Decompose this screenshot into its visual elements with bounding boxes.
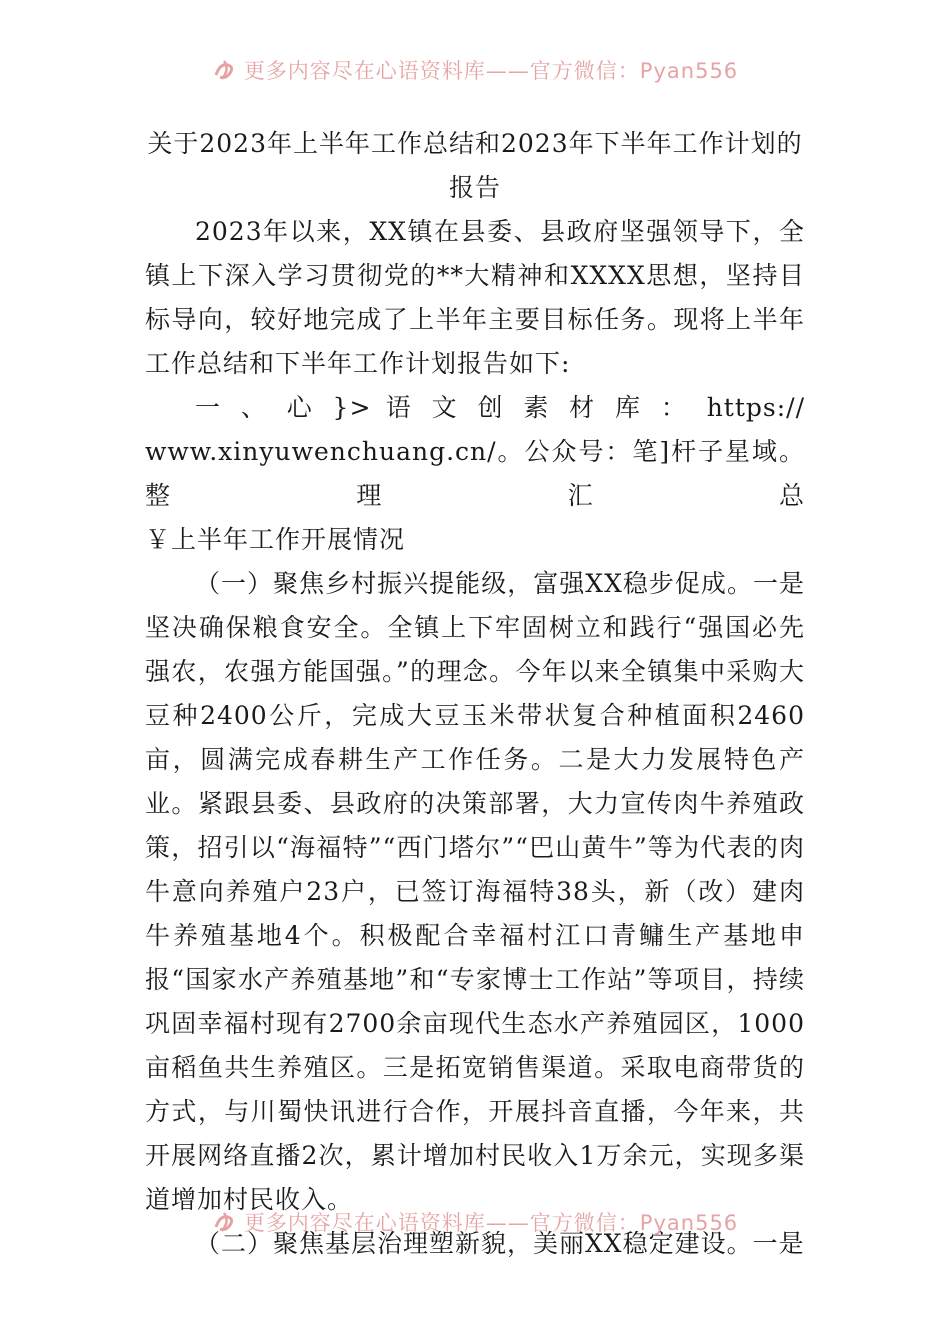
watermark-text: 更多内容尽在心语资料库——官方微信：Pyan556 [243, 59, 739, 83]
watermark-banner-bottom [0, 1202, 950, 1242]
document-title: 关于2023年上半年工作总结和2023年下半年工作计划的报告 [147, 129, 803, 202]
section-heading-line-2: www.xinyuwenchuang.cn/。公众号：笔]杆子星域。整理汇总 [145, 437, 805, 510]
logo-icon [212, 57, 238, 83]
document-body [145, 122, 805, 1266]
intro-paragraph: 2023年以来，XX镇在县委、县政府坚强领导下，全镇上下深入学习贯彻党的**大精神和XXXX思想，坚持目标导向，较好地完成了上半年主要目标任务。现将上半年工作总结和下半年工作计划报告如下: [145, 217, 805, 378]
paragraph-1: （一）聚焦乡村振兴提能级，富强XX稳步促成。一是坚决确保粮食安全。全镇上下牢固树立和践行“强国必先强农，农强方能国强。”的理念。今年以来全镇集中采购大豆种2400公斤，完成大豆玉米带状复合种植面积2460亩，圆满完成春耕生产工作任务。二是大力发展特色产业。紧跟县委、县政府的决策部署，大力宣传肉牛养殖政策，招引以“海福特”“西门塔尔”“巴山黄牛”等为代表的肉牛意向养殖户23户，已签订海福特38头，新（改）建肉牛养殖基地4个。积极配合幸福村江口青鳙生产基地申报“国家水产养殖基地”和“专家博士工作站”等项目，持续巩固幸福村现有2700余亩现代生态水产养殖园区，1000亩稻鱼共生养殖区。三是拓宽销售渠道。采取电商带货的方式，与川蜀快讯进行合作，开展抖音直播，今年来，共开展网络直播2次，累计增加村民收入1万余元，实现多渠道增加村民收入。 [145, 569, 805, 1214]
watermark-text: 更多内容尽在心语资料库——官方微信：Pyan556 [243, 1211, 739, 1235]
section-heading-line-3: ￥上半年工作开展情况 [145, 525, 406, 554]
section-heading-line-1: 一 、 心 }> 语 文 创 素 材 库 ： https:// [195, 393, 805, 422]
watermark-banner-top [0, 50, 950, 90]
paragraph-2: （二）聚焦基层治理塑新貌，美丽XX稳定建设。一是 [195, 1229, 805, 1258]
logo-icon [212, 1209, 238, 1235]
